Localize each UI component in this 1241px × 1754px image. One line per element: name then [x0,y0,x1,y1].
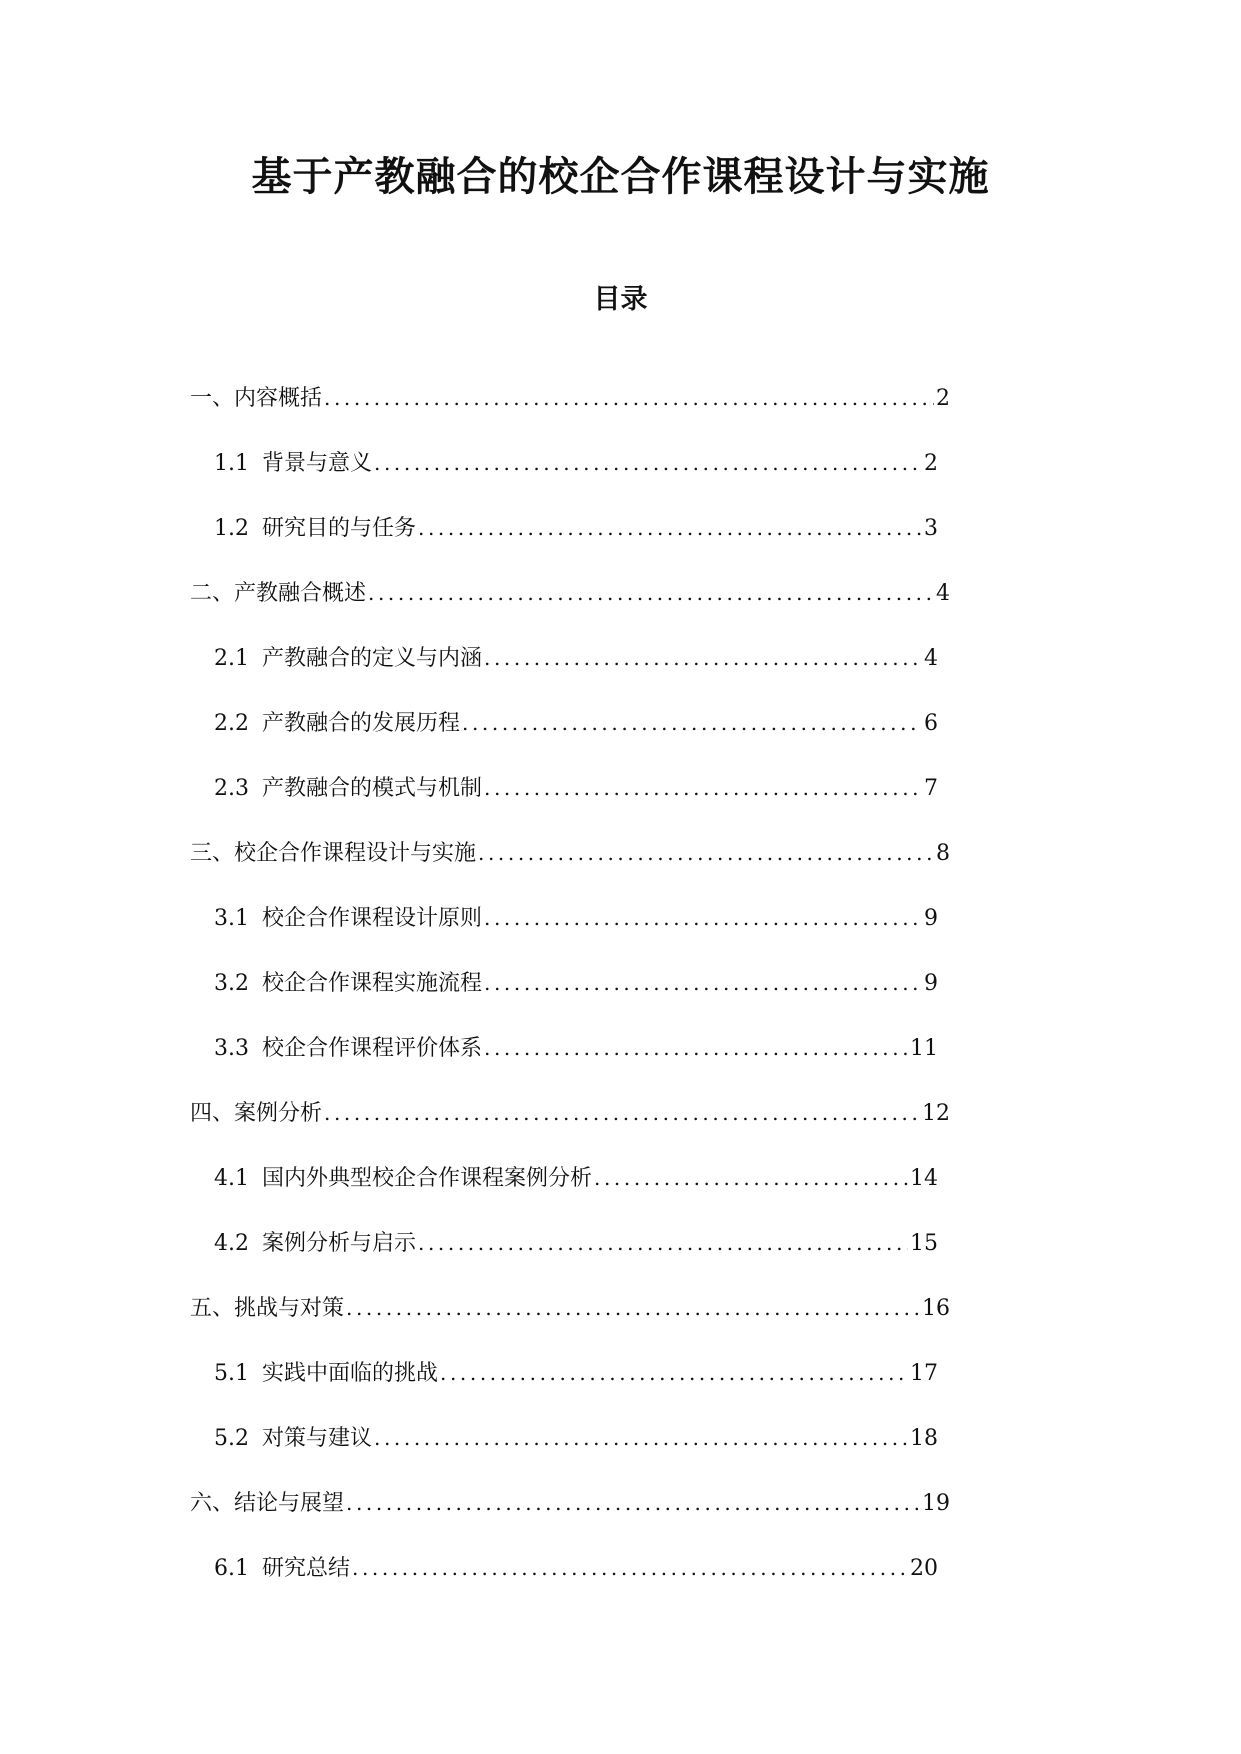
toc-page-number: 11 [910,1036,938,1061]
toc-entry-2-2[interactable] [214,705,938,741]
toc-page-number: 4 [936,581,950,606]
toc-heading: 目录 [593,284,648,315]
toc-entry-1-1[interactable] [214,445,938,481]
toc-page-number: 17 [910,1361,938,1386]
toc-page-number: 3 [924,516,938,541]
toc-entry-number: 3.2 [214,971,249,996]
toc-entry-section-3[interactable] [190,835,950,871]
toc-entry-title: 一、内容概括 [190,386,323,411]
toc-entry-3-3[interactable] [214,1030,938,1066]
toc-entry-title: 背景与意义 [262,451,373,476]
document-title: 基于产教融合的校企合作课程设计与实施 [251,153,990,200]
toc-dot-leader [594,1160,908,1196]
toc-entry-title: 二、产教融合概述 [190,581,367,606]
toc-page-number: 9 [924,971,938,996]
toc-entry-title: 研究目的与任务 [262,516,417,541]
toc-dot-leader [418,510,922,546]
toc-page-number: 4 [924,646,938,671]
toc-entry-title: 研究总结 [262,1556,351,1581]
toc-dot-leader [478,835,934,871]
toc-entry-section-4[interactable] [190,1095,950,1131]
toc-page-number: 8 [936,841,950,866]
toc-entry-number: 3.1 [214,906,249,931]
toc-entry-title: 产教融合的模式与机制 [262,776,483,801]
toc-page-number: 14 [910,1166,938,1191]
toc-page-number: 9 [924,906,938,931]
toc-entry-title: 校企合作课程评价体系 [262,1036,483,1061]
toc-entry-4-2[interactable] [214,1225,938,1261]
toc-dot-leader [324,1095,920,1131]
toc-entry-1-2[interactable] [214,510,938,546]
toc-entry-2-1[interactable] [214,640,938,676]
toc-entry-title: 六、结论与展望 [190,1491,345,1516]
toc-entry-number: 1.1 [214,451,249,476]
toc-dot-leader [346,1290,920,1326]
toc-dot-leader [484,1030,908,1066]
toc-entry-title: 案例分析与启示 [262,1231,417,1256]
toc-entry-3-1[interactable] [214,900,938,936]
toc-entry-number: 3.3 [214,1036,249,1061]
toc-page-number: 16 [922,1296,950,1321]
toc-entry-title: 校企合作课程设计原则 [262,906,483,931]
toc-dot-leader [352,1550,908,1586]
toc-entry-number: 2.3 [214,776,249,801]
toc-entry-title: 三、校企合作课程设计与实施 [190,841,477,866]
toc-entry-section-6[interactable] [190,1485,950,1521]
toc-dot-leader [324,380,934,416]
toc-entry-4-1[interactable] [214,1160,938,1196]
toc-entry-3-2[interactable] [214,965,938,1001]
toc-dot-leader [484,900,922,936]
toc-entry-title: 产教融合的定义与内涵 [262,646,483,671]
toc-entry-number: 4.1 [214,1166,249,1191]
toc-entry-number: 5.2 [214,1426,249,1451]
toc-entry-number: 1.2 [214,516,249,541]
toc-page-number: 20 [910,1556,938,1581]
toc-entry-title: 四、案例分析 [190,1101,323,1126]
toc-page-number: 15 [910,1231,938,1256]
toc-entry-5-2[interactable] [214,1420,938,1456]
toc-entry-title: 产教融合的发展历程 [262,711,461,736]
toc-dot-leader [484,640,922,676]
toc-entry-2-3[interactable] [214,770,938,806]
toc-dot-leader [374,1420,908,1456]
toc-page-number: 12 [922,1101,950,1126]
toc-page-number: 6 [924,711,938,736]
toc-dot-leader [484,770,922,806]
toc-entry-title: 实践中面临的挑战 [262,1361,439,1386]
toc-entry-5-1[interactable] [214,1355,938,1391]
toc-entry-number: 2.1 [214,646,249,671]
toc-dot-leader [346,1485,920,1521]
toc-page-number: 2 [924,451,938,476]
toc-entry-title: 校企合作课程实施流程 [262,971,483,996]
toc-dot-leader [418,1225,908,1261]
toc-dot-leader [374,445,922,481]
toc-entry-number: 5.1 [214,1361,249,1386]
toc-entry-title: 国内外典型校企合作课程案例分析 [262,1166,593,1191]
toc-dot-leader [462,705,922,741]
toc-page-number: 19 [922,1491,950,1516]
toc-page-number: 7 [924,776,938,801]
toc-entry-title: 对策与建议 [262,1426,373,1451]
toc-entry-number: 2.2 [214,711,249,736]
toc-entry-number: 4.2 [214,1231,249,1256]
toc-dot-leader [484,965,922,1001]
toc-entry-title: 五、挑战与对策 [190,1296,345,1321]
toc-entry-number: 6.1 [214,1556,249,1581]
toc-entry-6-1[interactable] [214,1550,938,1586]
toc-entry-section-1[interactable] [190,380,950,416]
toc-dot-leader [368,575,934,611]
toc-entry-section-2[interactable] [190,575,950,611]
toc-page-number: 2 [936,386,950,411]
toc-entry-section-5[interactable] [190,1290,950,1326]
toc-page-number: 18 [910,1426,938,1451]
toc-dot-leader [440,1355,908,1391]
